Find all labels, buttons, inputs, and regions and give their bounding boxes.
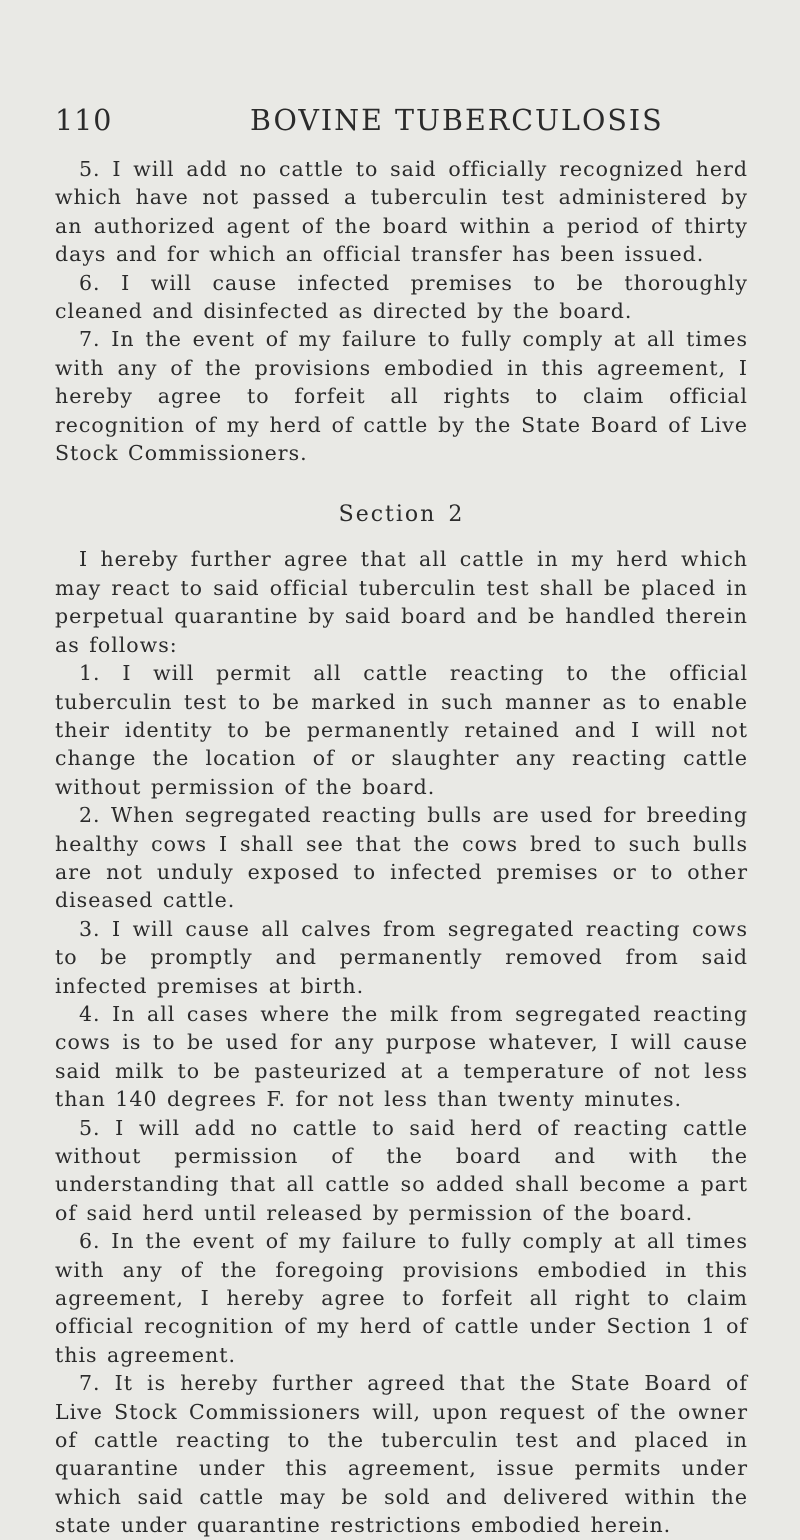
paragraph-item-6: 6. I will cause infected premises to be thoroughly cleaned and disinfected as directed by the board. (55, 270, 748, 324)
running-title: BOVINE TUBERCULOSIS (250, 103, 664, 137)
running-header (55, 100, 745, 140)
section2-item-3: 3. I will cause all calves from segregated reacting cows to be promptly and permanently removed from said infected premises at birth. (55, 916, 748, 998)
page-number: 110 (55, 103, 113, 137)
paragraph-item-7: 7. In the event of my failure to fully comply at all times with any of the provisions embodied in this agreement, I hereby agree to forfeit all rights to claim official recognition of my herd of cattle by the State Board of Live Stock Commissioners. (55, 327, 748, 466)
section2-item-5: 5. I will add no cattle to said herd of reacting cattle without permission of the board and with the understanding that all cattle so added shall become a part of said herd until released by permission of the board. (55, 1115, 748, 1225)
section2-item-4: 4. In all cases where the milk from segregated reacting cows is to be used for any purpose whatever, I will cause said milk to be pasteurized at a temperature of not less than 140 degrees F. for not less than twenty minutes. (55, 1001, 748, 1112)
section-intro-paragraph: I hereby further agree that all cattle in my herd which may react to said official tuberculin test shall be placed in perpetual quarantine by said board and be handled therein as follows: (55, 547, 748, 657)
section-heading-number: 2 (448, 502, 465, 528)
section2-item-7: 7. It is hereby further agreed that the State Board of Live Stock Commissioners will, upon request of the owner of cattle reacting to the tuberculin test and placed in quarantine under this agreement, issue permits under which said cattle may be sold and delivered within the state under quarantine restrictions embodied herein. (55, 1371, 748, 1538)
section2-item-1: 1. I will permit all cattle reacting to the official tuberculin test to be marked in such manner as to enable their identity to be permanently retained and I will not change the location of or slaughter any reacting cattle without permission of the board. (55, 661, 748, 799)
paragraph-item-5: 5. I will add no cattle to said officially recognized herd which have not passed a tuberculin test administered by an authorized agent of the board within a period of thirty days and for which an official transfer has been issued. (55, 157, 748, 267)
section-heading (55, 501, 748, 529)
section2-item-2: 2. When segregated reacting bulls are used for breeding healthy cows I shall see that the cows bred to such bulls are not unduly exposed to infected premises or to other diseased cattle. (55, 803, 748, 913)
section2-item-6: 6. In the event of my failure to fully comply at all times with any of the foregoing provisions embodied in this agreement, I hereby agree to forfeit all right to claim official recognition of my herd of cattle under Section 1 of this agreement. (55, 1229, 748, 1367)
body-text (55, 155, 748, 1540)
section-heading-word: Section (338, 502, 437, 528)
